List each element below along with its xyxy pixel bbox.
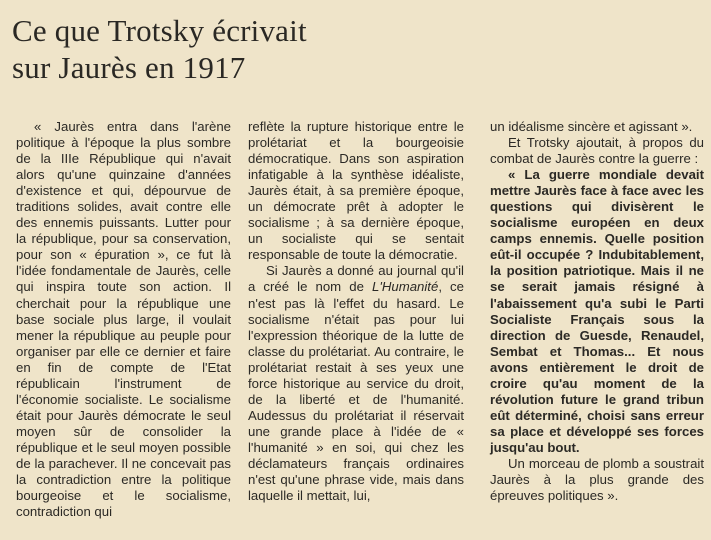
paragraph-humanite-text-b: , ce n'est pas là l'effet du hasard. Le socialisme n'était pas pour lui l'expression théorique de la lutte de classe du prolétariat. Au contraire, le prolétariat restait à ses yeux une force historique au service du droit, de la liberté et de l'humanité. Audessus du prolétariat il réservait une grande place à l'idée de « l'humanité » en soi, qui chez les déclamateurs français ordinaires n'est qu'une phrase vide, mais dans laquelle il mettait, lui, [248, 279, 464, 504]
column-3 [490, 119, 704, 504]
headline [12, 12, 307, 86]
headline-line-2: sur Jaurès en 1917 [12, 50, 246, 85]
paragraph-humanite [248, 263, 464, 504]
paragraph-lead-bullet: Un morceau de plomb a soustrait Jaurès à la plus grande des épreuves politiques ». [490, 455, 704, 504]
paragraph-war-quote: « La guerre mondiale devait mettre Jaurès face à face avec les questions qui divisèrent le socialisme européen en deux camps ennemis. Quelle position eût-il occupée ? Indubitablement, la position patriotique. Mais il ne se serait jamais résigné à l'abaissement qu'a subi le Parti Socialiste Français sous la direction de Guesde, Renaudel, Sembat et Thomas... Et nous avons entièrement le droit de croire qu'au moment de la révolution future le grand tribun eût déterminé, choisi sans erreur sa place et développé ses forces jusqu'au bout. [490, 167, 704, 455]
column-2 [248, 119, 464, 504]
column-1 [16, 119, 231, 520]
paragraph-continuation: reflète la rupture historique entre le prolétariat et la bourgeoisie démocratique. Dans son aspiration infatigable à la synthèse idéaliste, Jaurès était, à sa première époque, un démocrate prêt à adopter le socialisme ; à sa dernière époque, un socialiste qui se sentait responsable de toute la démocratie. [248, 119, 464, 263]
paragraph-idealism: un idéalisme sincère et agissant ». [490, 119, 693, 134]
headline-line-1: Ce que Trotsky écrivait [12, 13, 307, 48]
paragraph-quote-opening: « Jaurès entra dans l'arène politique à l'époque la plus sombre de la IIIe République qui n'avait alors qu'une quinzaine d'années d'existence et qui, dépourvue de traditions solides, avait contre elle des ennemis puissants. Lutter pour la république, pour sa conservation, pour son « épuration », ce fut là l'idée fondamentale de Jaurès, celle qui inspira toute son action. Il cherchait pour la république une base sociale plus large, il voulait mener la république au peuple pour organiser par elle ce dernier et faire en fin de compte de l'Etat républicain l'instrument de l'économie socialiste. Le socialisme était pour Jaurès démocrate le seul moyen sûr de consolider la république et le seul moyen possible de la parachever. Il ne concevait pas la contradiction entre la politique bourgeoise et le socialisme, contradiction qui [16, 119, 231, 520]
paragraph-humanite-text-a: Si Jaurès a donné au journal qu'il a créé le nom de [248, 263, 464, 295]
newspaper-title: L'Humanité [372, 279, 439, 295]
paragraph-trotsky-added: Et Trotsky ajoutait, à propos du combat de Jaurès contre la guerre : [490, 135, 704, 167]
